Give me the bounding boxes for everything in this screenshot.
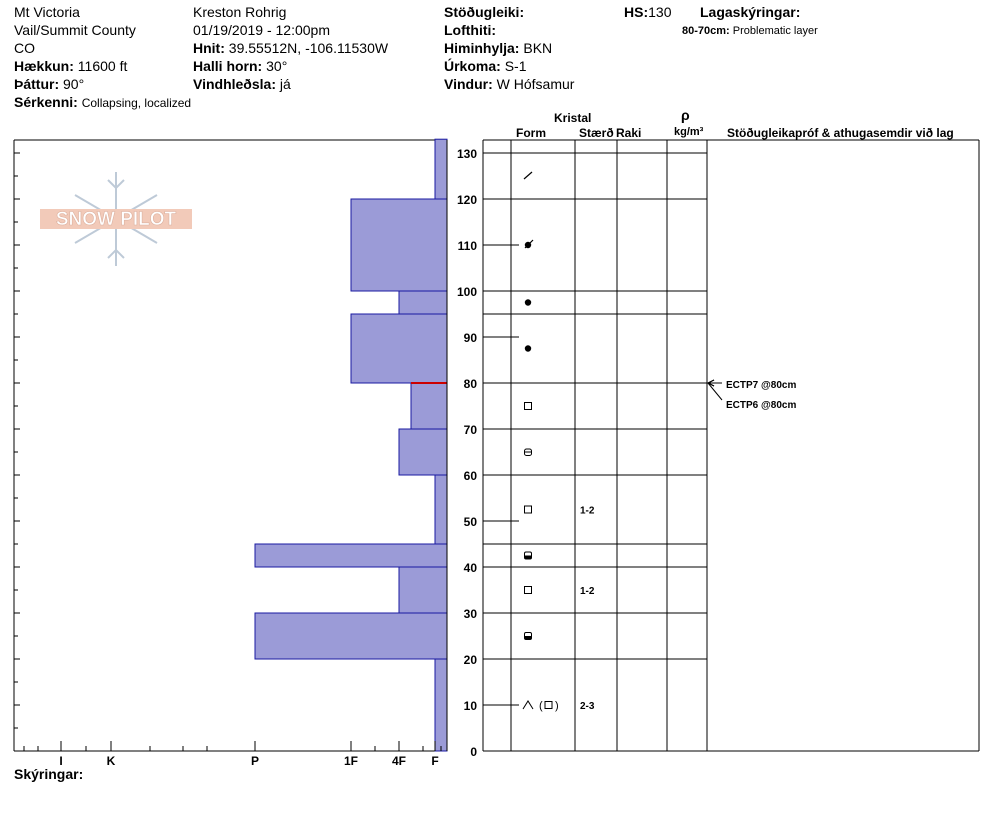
depth-tick-label: 60 — [463, 469, 477, 483]
notes-label: Skýringar: — [14, 766, 84, 782]
datetime: 01/19/2019 - 12:00pm — [193, 22, 330, 38]
snowpilot-logo — [40, 172, 192, 266]
slope-label: Halli horn: — [193, 58, 263, 74]
depth-tick-label: 100 — [456, 285, 477, 299]
features-label: Sérkenni: — [14, 94, 78, 110]
square-icon — [525, 587, 532, 594]
density-unit: kg/m³ — [674, 126, 704, 138]
hardness-bar — [255, 613, 447, 659]
precip-label: Úrkoma: — [444, 58, 501, 74]
half-filled-square-icon — [525, 552, 532, 559]
hardness-bar — [351, 314, 447, 383]
hs-value: 130 — [648, 4, 672, 20]
hardness-bar — [411, 383, 447, 429]
wind-loading-label: Vindhleðsla: — [193, 76, 276, 92]
hardness-bars — [255, 139, 447, 751]
grain-size-label: 2-3 — [580, 701, 595, 712]
layer-note-text: Problematic layer — [732, 25, 818, 37]
hardness-bar — [255, 544, 447, 567]
depth-tick-label: 70 — [463, 423, 477, 437]
moisture-header: Raki — [616, 126, 642, 140]
hardness-tick-label: 4F — [391, 754, 407, 768]
aspect-label: Þáttur: — [14, 76, 60, 92]
test-label: ECTP6 @80cm — [726, 400, 797, 411]
hardness-tick-label: K — [106, 754, 116, 768]
depth-tick-label: 10 — [463, 699, 477, 713]
hardness-bar — [351, 199, 447, 291]
hardness-bar — [435, 659, 447, 751]
depth-tick-label: 130 — [456, 147, 477, 161]
depth-tick-label: 50 — [463, 515, 477, 529]
caret-mark — [523, 701, 533, 709]
test-pointer-line — [708, 383, 722, 400]
density-symbol: ρ — [681, 107, 690, 123]
slope-value: 30° — [266, 58, 288, 74]
depth-tick-label: 0 — [470, 745, 477, 759]
elevation-value: 11600 ft — [77, 58, 128, 74]
filled-circle-slash-icon — [525, 240, 533, 248]
square-mark — [545, 702, 552, 709]
rounded-square-icon — [525, 449, 532, 456]
depth-tick-label: 20 — [463, 653, 477, 667]
location: Mt Victoria — [14, 4, 80, 20]
depth-tick-label: 40 — [463, 561, 477, 575]
fill-mark — [525, 636, 532, 640]
fill-mark — [525, 556, 532, 560]
hs-label: HS: — [624, 4, 649, 20]
hardness-bar — [399, 429, 447, 475]
wind-loading-value: já — [279, 76, 291, 92]
hardness-tick-labels — [24, 741, 441, 768]
depth-tick-label: 30 — [463, 607, 477, 621]
tests-header: Stöðugleikapróf & athugasemdir við lag — [727, 126, 954, 140]
dot-mark — [525, 345, 531, 351]
crystal-header: Kristal — [554, 111, 592, 125]
crystal-table — [483, 140, 979, 751]
depth-tick-label: 120 — [456, 193, 477, 207]
hardness-bar — [435, 475, 447, 544]
depth-tick-label: 110 — [457, 239, 477, 253]
hardness-tick-label: I — [59, 754, 63, 768]
precip-value: S-1 — [504, 58, 527, 74]
form-header: Form — [516, 126, 546, 140]
grain-sizes — [580, 506, 595, 713]
hardness-bar — [399, 567, 447, 613]
features-value: Collapsing, localized — [81, 96, 192, 110]
square-icon — [525, 506, 532, 513]
layer-note-range: 80-70cm: — [682, 25, 730, 37]
square-mark — [525, 403, 532, 410]
stability-label: Stöðugleiki: — [444, 4, 525, 20]
sky-value: BKN — [523, 40, 553, 56]
left-tick-marks — [14, 153, 20, 751]
hardness-tick-label: P — [250, 754, 260, 768]
square-mark — [525, 506, 532, 513]
grain-size-label: 1-2 — [580, 505, 595, 517]
elevation-label: Hækkun: — [14, 58, 74, 74]
hardness-bar — [399, 291, 447, 314]
depth-tick-label: 90 — [463, 331, 477, 345]
filled-circle-icon — [525, 299, 531, 305]
coords-label: Hnit: — [193, 40, 225, 56]
square-mark — [525, 587, 532, 594]
stability-tests — [708, 380, 796, 411]
air-temp-label: Lofthiti: — [444, 22, 497, 38]
parenthesis-mark: ) — [555, 700, 559, 712]
layer-boundaries — [483, 153, 707, 705]
wind-label: Vindur: — [444, 76, 493, 92]
hardness-tick-label: F — [431, 754, 439, 768]
layer-notes-label: Lagaskýringar: — [700, 4, 801, 20]
half-filled-square-icon — [525, 633, 532, 640]
grain-size-label: 1-2 — [580, 586, 595, 597]
logo-text: SNOW PILOT — [55, 209, 177, 230]
wind-value: W Hófsamur — [496, 76, 575, 92]
depth-hoar-with-facet-icon — [523, 700, 559, 712]
grain-forms — [523, 172, 559, 712]
hardness-tick-label: 1F — [343, 754, 359, 768]
slash-mark — [524, 172, 532, 179]
slash-icon — [524, 172, 532, 179]
depth-tick-label: 80 — [463, 377, 477, 391]
size-header: Stærð — [579, 126, 614, 140]
observer: Kreston Rohrig — [193, 4, 287, 20]
dot-mark — [525, 299, 531, 305]
hardness-bar — [435, 139, 447, 199]
region: Vail/Summit County — [14, 22, 136, 38]
depth-axis — [457, 147, 487, 759]
aspect-value: 90° — [63, 76, 85, 92]
sky-label: Himinhylja: — [444, 40, 520, 56]
test-label: ECTP7 @80cm — [726, 380, 797, 391]
state: CO — [14, 40, 35, 56]
parenthesis-mark: ( — [539, 700, 543, 712]
square-icon — [525, 403, 532, 410]
coords-value: 39.55512N, -106.11530W — [228, 40, 389, 56]
filled-circle-icon — [525, 345, 531, 351]
